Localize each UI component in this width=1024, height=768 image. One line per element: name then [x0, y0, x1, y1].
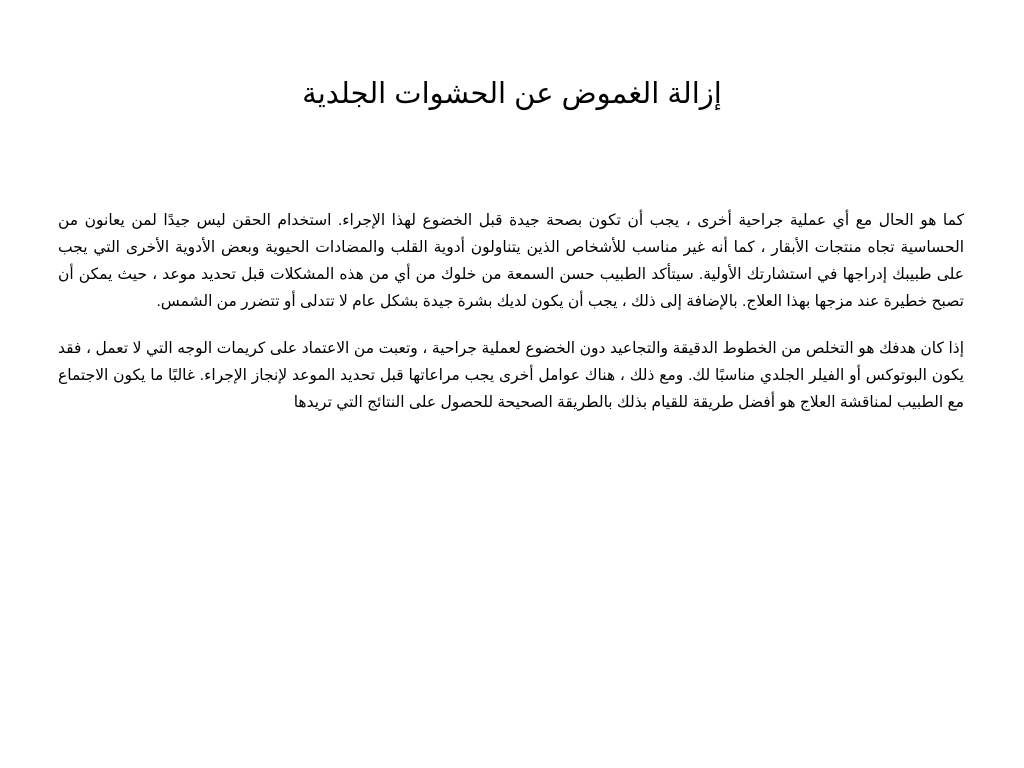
slide-title: إزالة الغموض عن الحشوات الجلدية: [302, 78, 722, 110]
paragraph-2: إذا كان هدفك هو التخلص من الخطوط الدقيقة والتجاعيد دون الخضوع لعملية جراحية ، وتعبت من الاعتماد على كريمات الوجه التي لا تعمل ، فقد يكون البوتوكس أو الفيلر الجلدي مناسبًا لك. ومع ذلك ، هناك عوامل أخرى يجب مراعاتها قبل تحديد الموعد لإنجاز الإجراء. غالبًا ما يكون الاجتماع مع الطبيب لمناقشة العلاج هو أفضل طريقة للقيام بذلك بالطريقة الصحيحة للحصول على النتائج التي تريدها: [58, 340, 964, 411]
paragraph-1: كما هو الحال مع أي عملية جراحية أخرى ، يجب أن تكون بصحة جيدة قبل الخضوع لهذا الإجراء. استخدام الحقن ليس جيدًا لمن يعانون من الحساسية تجاه منتجات الأبقار ، كما أنه غير مناسب للأشخاص الذين يتناولون أدوية القلب والمضادات الحيوية وبعض الأدوية الأخرى التي يجب على طبيبك إدراجها في استشارتك الأولية. سيتأكد الطبيب حسن السمعة من خلوك من أي من هذه المشكلات قبل تحديد موعد ، حيث يمكن أن تصبح خطيرة عند مزجها بهذا العلاج. بالإضافة إلى ذلك ، يجب أن يكون لديك بشرة جيدة بشكل عام لا تتدلى أو تتضرر من الشمس.: [58, 212, 964, 310]
slide-body: [58, 207, 964, 436]
